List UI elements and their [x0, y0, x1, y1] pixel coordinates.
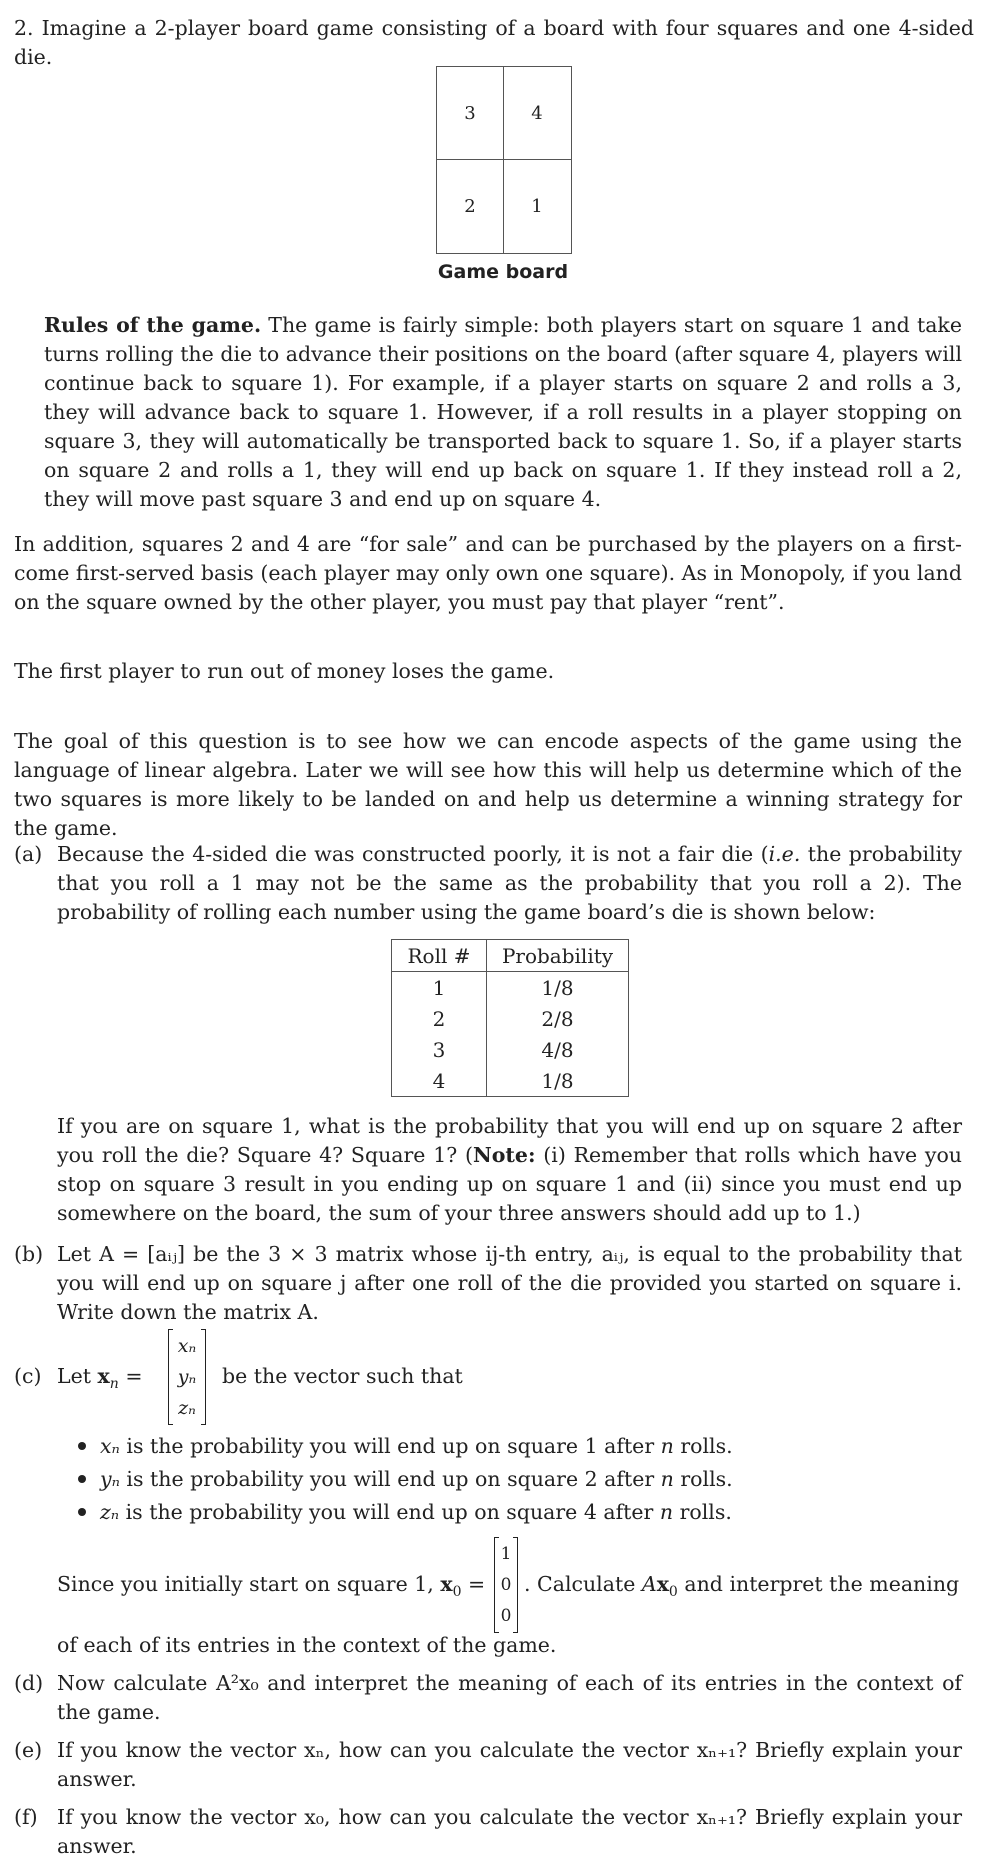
board-divider-vertical	[503, 67, 504, 253]
vector-x0	[494, 1538, 518, 1632]
part-f-text: If you know the vector x₀, how can you calculate the vector xₙ₊₁? Briefly explain your answer.	[57, 1805, 962, 1858]
table-cell: 1/8	[541, 1068, 574, 1093]
part-d-text: Now calculate A²x₀ and interpret the meaning of each of its entries in the context of the game.	[57, 1671, 962, 1724]
table-cell: 1	[392, 972, 487, 1004]
table-row	[392, 1034, 629, 1065]
for-sale-paragraph: In addition, squares 2 and 4 are “for sale” and can be purchased by the players on a first-come first-served basis (each player may only own one square). As in Monopoly, if you land on the square owned by the other player, you must pay that player “rent”.	[14, 532, 962, 614]
bullet-icon	[78, 1508, 86, 1516]
part-f-label: (f)	[14, 1805, 38, 1829]
vector-entry: yₙ	[177, 1365, 197, 1388]
bullet-icon	[78, 1475, 86, 1483]
part-c-let: Let $x_n$ =	[57, 1364, 143, 1393]
part-c-since: Since you initially start on square 1, $x_0$ =	[57, 1572, 486, 1601]
list-item: zₙ is the probability you will end up on square 4 after n rolls.	[78, 1498, 732, 1527]
vector-entry: 0	[500, 1606, 512, 1627]
part-b-text: Let A = [aᵢⱼ] be the 3 × 3 matrix whose ij-th entry, aᵢⱼ, is equal to the probability that you will end up on square j after one roll of the die provided you started on square i. Write down the matrix A.	[57, 1242, 962, 1324]
part-b-label: (b)	[14, 1242, 44, 1266]
part-c-label: (c)	[14, 1364, 42, 1388]
part-a-label: (a)	[14, 842, 43, 866]
table-row	[392, 972, 629, 1004]
rules-heading: Rules of the game.	[44, 313, 262, 337]
part-a-question: If you are on square 1, what is the probability that you will end up on square 2 after you roll the die? Square 4? Square 1? (Note: (i) Remember that rolls which have you stop on square 3 result in you ending up on square 1 and (ii) since you must end up somewhere on the board, the sum of your three answers should add up to 1.)	[57, 1114, 963, 1225]
probability-table	[391, 939, 629, 1097]
table-header-row	[392, 940, 629, 972]
board-divider-horizontal	[437, 159, 571, 160]
board-square-2: 2	[464, 195, 476, 217]
part-e-text: If you know the vector xₙ, how can you calculate the vector xₙ₊₁? Briefly explain your answer.	[57, 1738, 962, 1791]
table-cell: 4/8	[541, 1037, 574, 1062]
table-row	[392, 1003, 629, 1034]
part-c-calc: . Calculate $Ax_0$ and interpret the meaning	[524, 1572, 960, 1601]
rules-text: The game is fairly simple: both players start on square 1 and take turns rolling the die to advance their positions on the board (after square 4, players will continue back to square 1). For example, if a player starts on square 2 and rolls a 3, they will advance back to square 1. However, if a roll results in a player stopping on square 3, they will automatically be transported back to square 1. So, if a player starts on square 2 and rolls a 1, they will end up back on square 1. If they instead roll a 2, they will move past square 3 and end up on square 4.	[44, 313, 962, 511]
board-square-3: 3	[464, 102, 476, 124]
part-e-label: (e)	[14, 1738, 43, 1762]
vector-entry: 1	[500, 1543, 512, 1564]
list-item: xₙ is the probability you will end up on square 1 after n rolls.	[78, 1432, 733, 1461]
part-c-suffix: be the vector such that	[222, 1364, 463, 1388]
goal-paragraph: The goal of this question is to see how we can encode aspects of the game using the language of linear algebra. Later we will see how this will help us determine which of the two squares is more likely to be landed on and help us determine a winning strategy for the game.	[14, 729, 962, 840]
part-a-text: Because the 4-sided die was constructed poorly, it is not a fair die (i.e. the probability that you roll a 1 may not be the same as the probability that you roll a 2). The probability of rolling each number using the game board’s die is shown below:	[57, 842, 962, 924]
vector-xn	[168, 1330, 206, 1424]
board-square-4: 4	[531, 102, 543, 124]
vector-entry: 0	[500, 1574, 512, 1595]
list-item: yₙ is the probability you will end up on square 2 after n rolls.	[78, 1465, 733, 1494]
bullet-icon	[78, 1442, 86, 1450]
lose-paragraph: The first player to run out of money loses the game.	[14, 659, 555, 683]
table-cell: 2	[392, 1003, 487, 1034]
rules-paragraph	[44, 311, 962, 514]
part-d-label: (d)	[14, 1671, 44, 1695]
vector-entry: xₙ	[177, 1334, 197, 1357]
game-board	[436, 66, 572, 254]
table-row	[392, 1065, 629, 1097]
table-cell: 3	[392, 1034, 487, 1065]
board-caption: Game board	[437, 261, 569, 283]
table-header-roll: Roll #	[392, 940, 487, 972]
board-square-1: 1	[531, 195, 543, 217]
table-cell: 1/8	[541, 975, 574, 1000]
table-cell: 2/8	[541, 1006, 574, 1031]
table-cell: 4	[392, 1065, 487, 1097]
vector-entry: zₙ	[178, 1397, 196, 1420]
table-header-probability: Probability	[487, 940, 629, 972]
part-c-tail: of each of its entries in the context of the game.	[57, 1633, 557, 1657]
question-intro: 2. Imagine a 2-player board game consisting of a board with four squares and one 4-sided die.	[14, 16, 974, 69]
